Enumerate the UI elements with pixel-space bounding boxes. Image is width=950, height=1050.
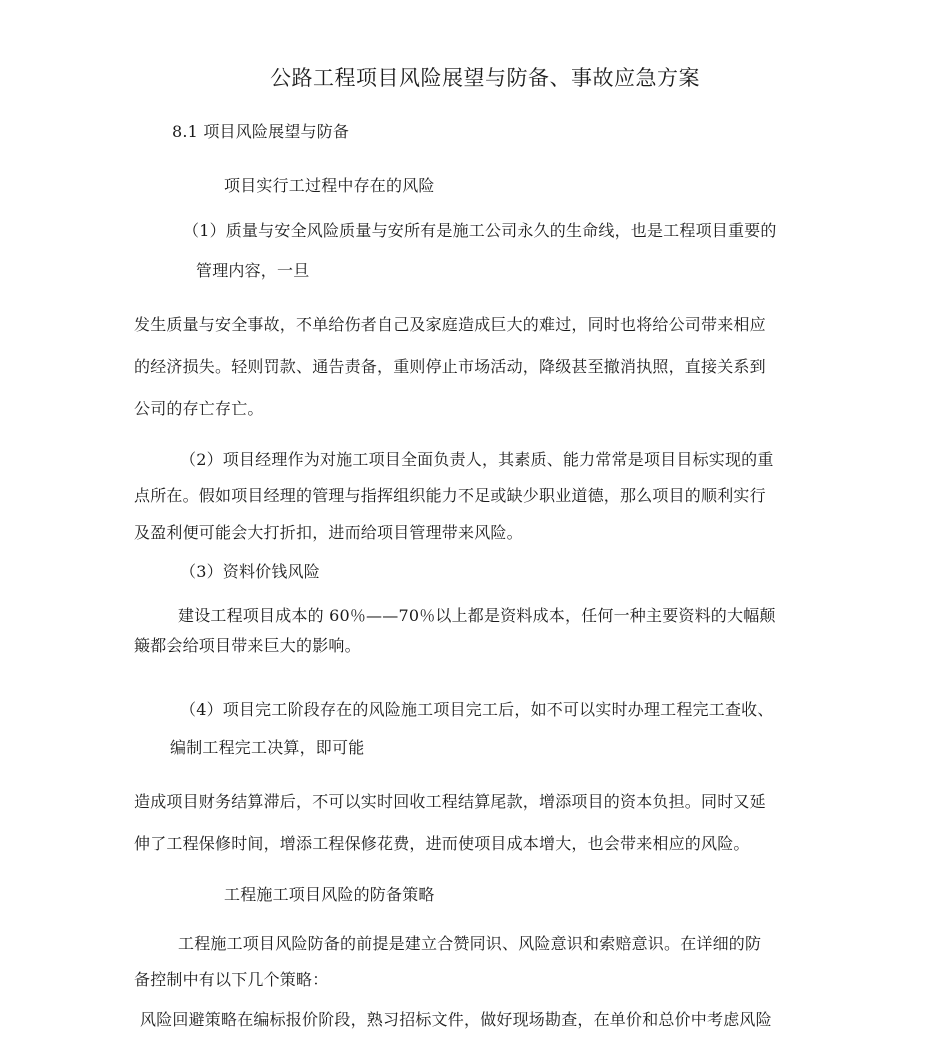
paragraph-1-line-1: （1）质量与安全风险质量与安所有是施工公司永久的生命线，也是工程项目重要的 <box>183 221 777 240</box>
document-title: 公路工程项目风险展望与防备、事故应急方案 <box>270 66 700 90</box>
paragraph-4-heading: （3）资料价钱风险 <box>180 562 320 581</box>
paragraph-9-line-1: 风险回避策略在编标报价阶段，熟习招标文件，做好现场勘查，在单价和总价中考虑风险 <box>140 1010 772 1029</box>
paragraph-8-line-1: 工程施工项目风险防备的前提是建立合赞同识、风险意识和索赔意识。在详细的防 <box>178 934 762 953</box>
sub-heading-strategies: 工程施工项目风险的防备策略 <box>224 885 435 904</box>
paragraph-5-line-1: 建设工程项目成本的 60％——70％以上都是资料成本，任何一种主要资料的大幅颠 <box>178 606 776 625</box>
paragraph-7-line-1: 造成项目财务结算滞后，不可以实时回收工程结算尾款，增添项目的资本负担。同时又延 <box>134 792 766 811</box>
paragraph-2-line-3: 公司的存亡存亡。 <box>134 399 264 418</box>
paragraph-5-line-2: 簸都会给项目带来巨大的影响。 <box>134 636 361 655</box>
paragraph-2-line-1: 发生质量与安全事故，不单给伤者自己及家庭造成巨大的难过，同时也将给公司带来相应 <box>134 315 766 334</box>
paragraph-6-line-1: （4）项目完工阶段存在的风险施工项目完工后，如不可以实时办理工程完工查收、 <box>180 700 774 719</box>
paragraph-7-line-2: 伸了工程保修时间，增添工程保修花费，进而使项目成本增大，也会带来相应的风险。 <box>134 834 750 853</box>
paragraph-3-line-3: 及盈利便可能会大打折扣，进而给项目管理带来风险。 <box>134 523 523 542</box>
sub-heading-risks: 项目实行工过程中存在的风险 <box>224 176 435 195</box>
paragraph-6-line-2: 编制工程完工决算，即可能 <box>170 738 365 757</box>
section-heading: 8.1 项目风险展望与防备 <box>172 122 350 141</box>
paragraph-8-line-2: 备控制中有以下几个策略： <box>134 970 329 989</box>
paragraph-1-line-2: 管理内容，一旦 <box>196 261 310 280</box>
paragraph-3-line-2: 点所在。假如项目经理的管理与指挥组织能力不足或缺少职业道德，那么项目的顺利实行 <box>134 486 766 505</box>
paragraph-2-line-2: 的经济损失。轻则罚款、通告责备，重则停止市场活动，降级甚至撤消执照，直接关系到 <box>134 357 766 376</box>
paragraph-3-line-1: （2）项目经理作为对施工项目全面负责人，其素质、能力常常是项目目标实现的重 <box>180 450 774 469</box>
